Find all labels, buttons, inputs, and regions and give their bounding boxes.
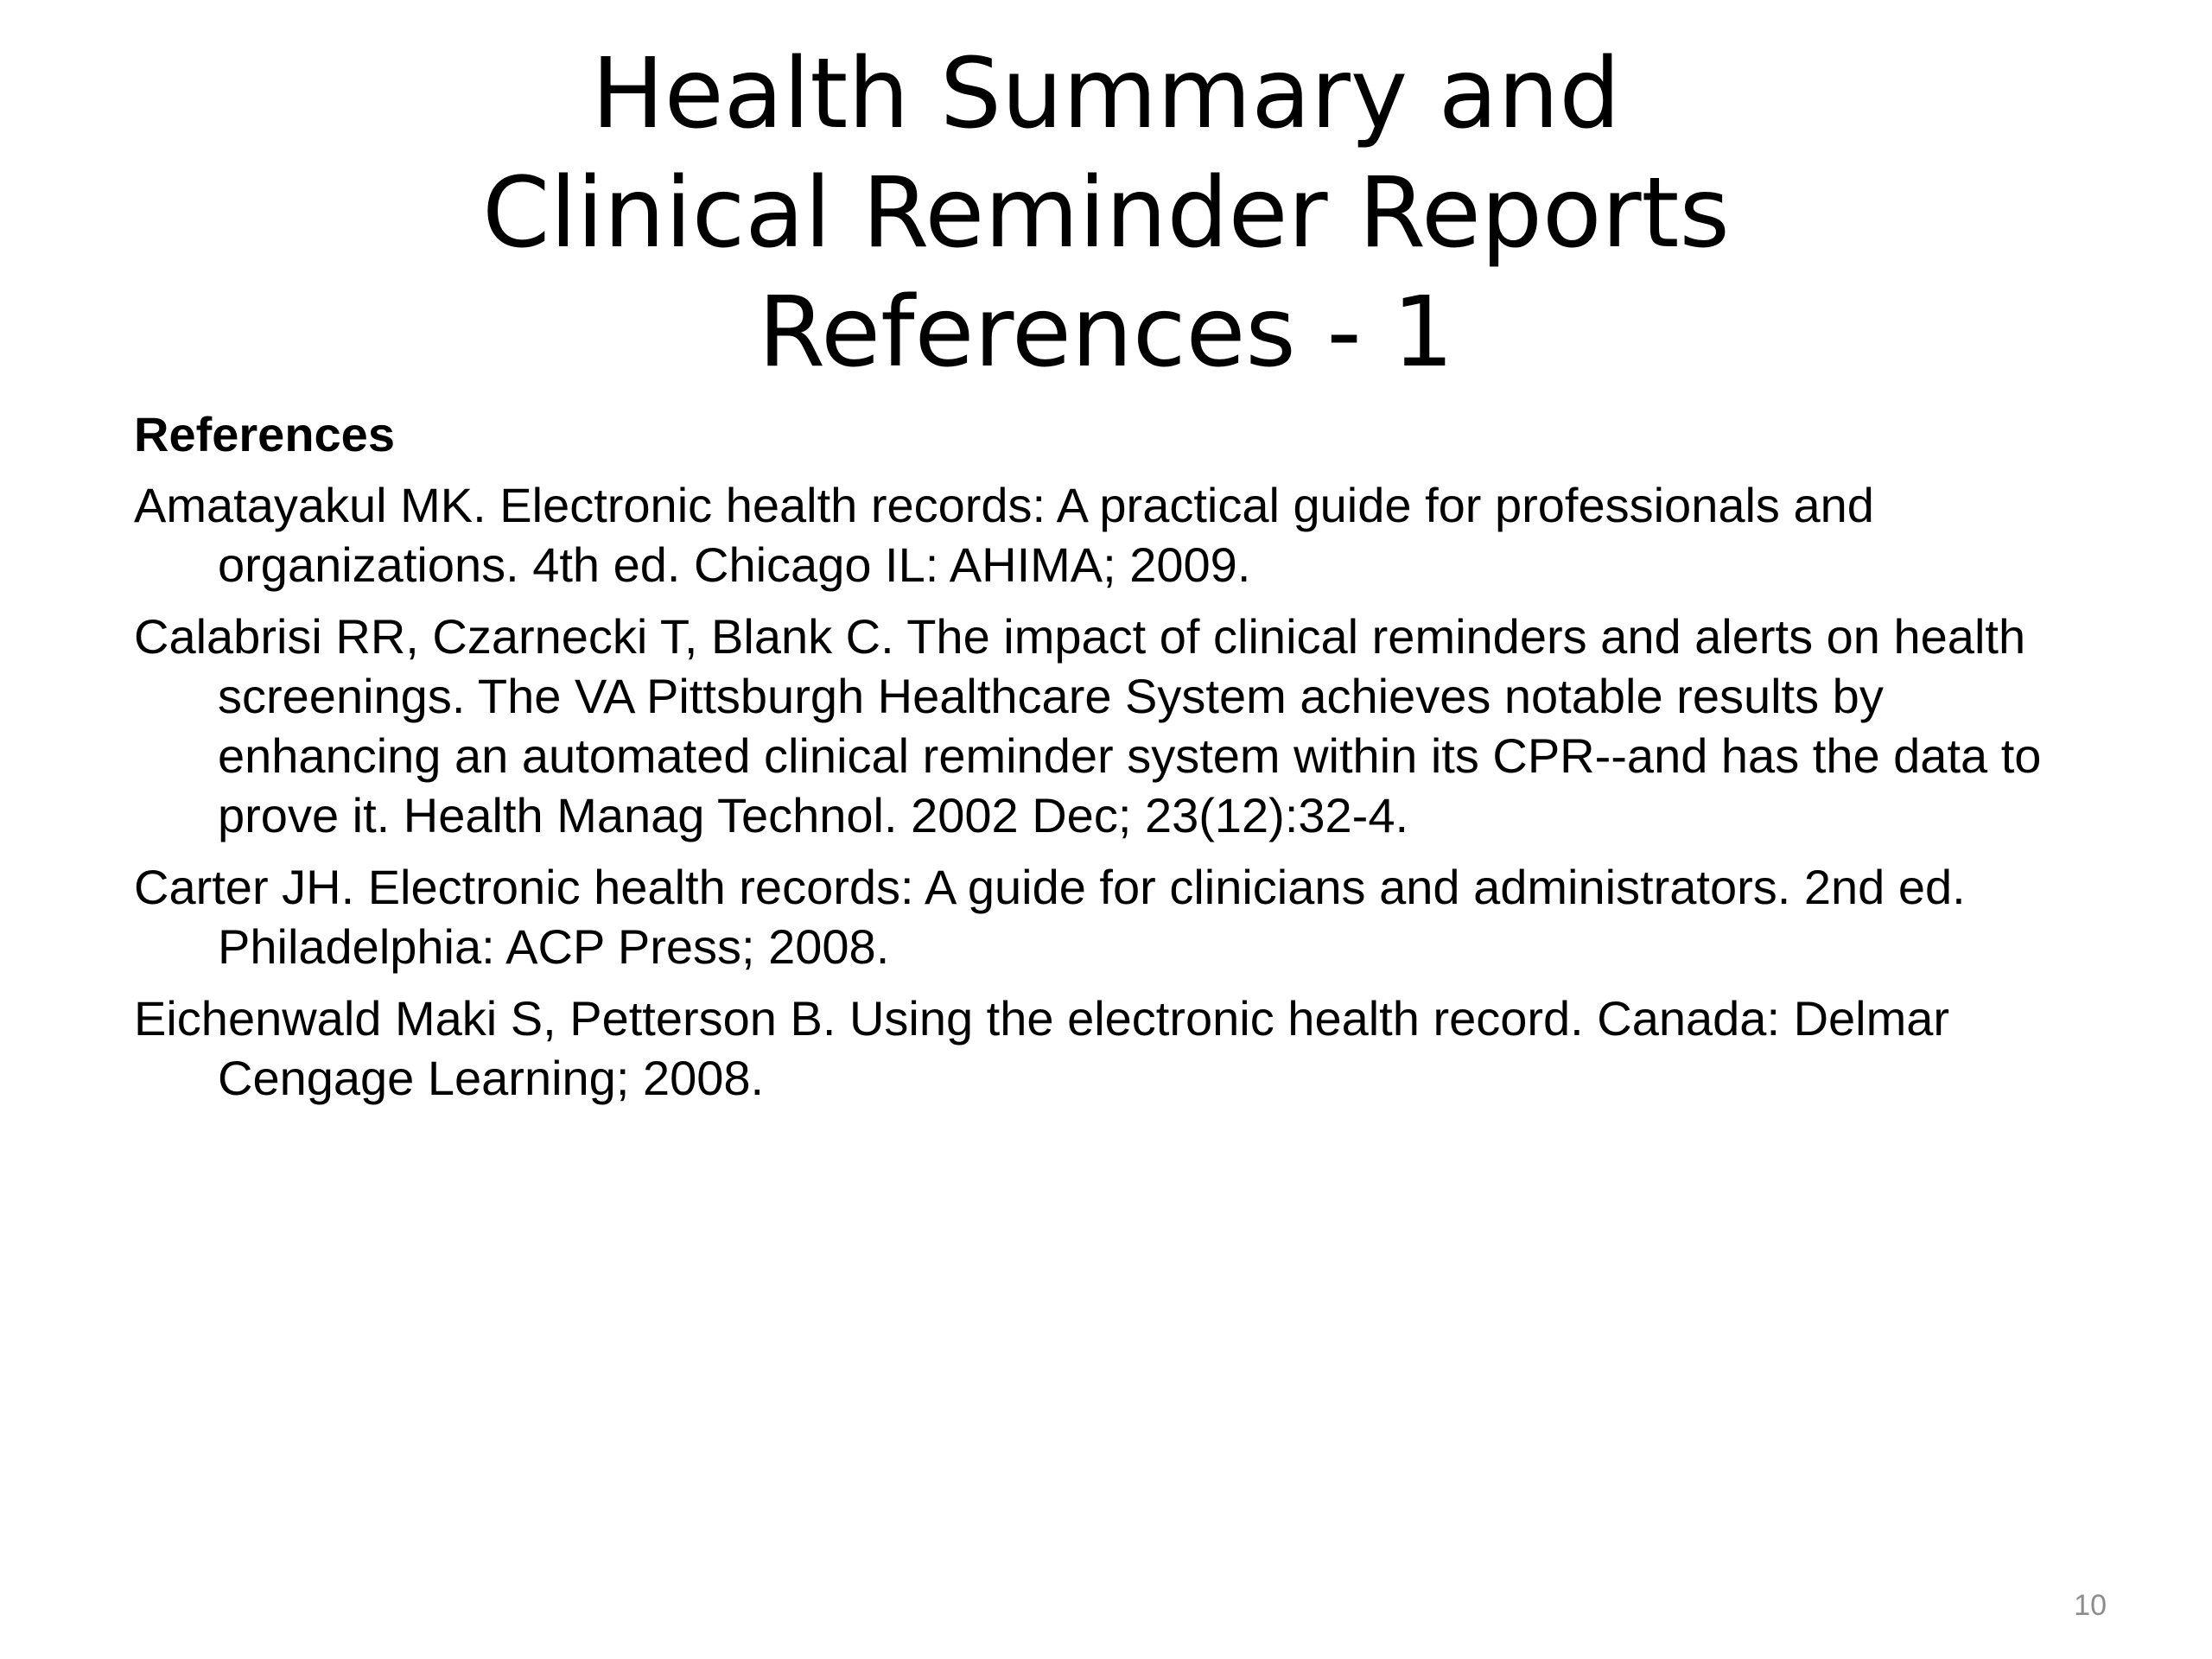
reference-item: Amatayakul MK. Electronic health records: A practical guide for professionals and organizations. 4th ed. Chicago IL: AHIMA; 2009.	[134, 478, 1874, 592]
reference-item: Carter JH. Electronic health records: A guide for clinicians and administrators. 2nd ed. Philadelphia: ACP Press; 2008.	[134, 860, 1966, 974]
slide-title	[0, 35, 2212, 392]
title-line-2: Clinical Reminder Reports	[482, 157, 1730, 270]
title-line-1: Health Summary and	[591, 38, 1621, 150]
title-line-3: References - 1	[758, 276, 1454, 389]
reference-item: Calabrisi RR, Czarnecki T, Blank C. The impact of clinical reminders and alerts on health screenings. The VA Pittsburgh Healthcare System achieves notable results by enhancing an automated clinical reminder system within its CPR--and has the data to prove it. Health Manag Technol. 2002 Dec; 23(12):32-4.	[134, 609, 2042, 842]
references-heading: References	[134, 407, 395, 461]
references-list	[134, 475, 2113, 1108]
reference-item: Eichenwald Maki S, Petterson B. Using the electronic health record. Canada: Delmar Cengage Learning; 2008.	[134, 991, 1950, 1105]
slide-body	[134, 404, 2113, 1120]
page-number: 10	[2074, 1589, 2107, 1622]
